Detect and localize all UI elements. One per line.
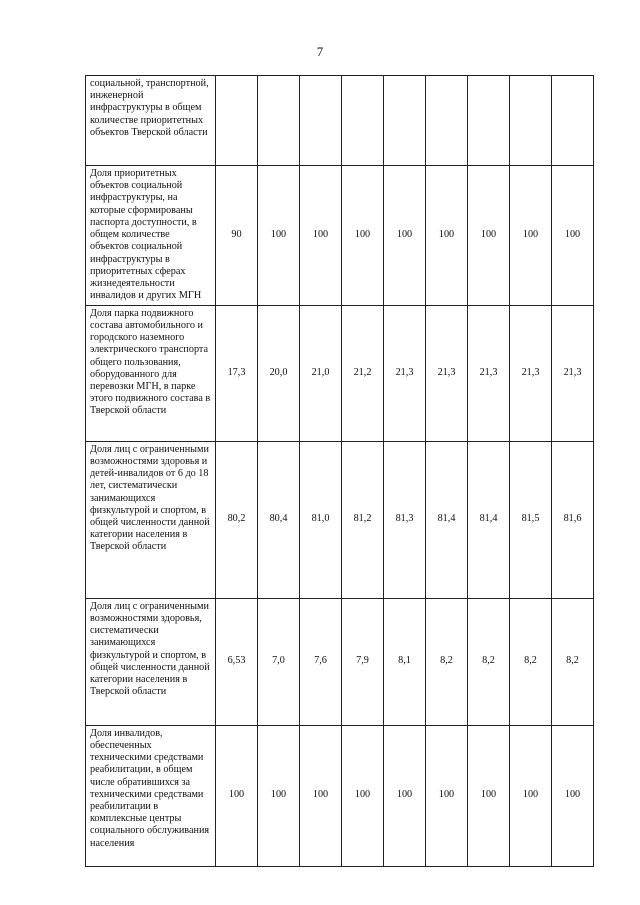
indicator-value: 100 [258,725,300,866]
indicator-value: 100 [216,725,258,866]
indicator-value: 21,3 [510,305,552,441]
indicator-name: Доля парка подвижного состава автомобильного и городского наземного электрического транспорта общего пользования, оборудованного для перевозки МГН, в парке этого подвижного состава в Тверской области [86,305,216,441]
indicator-value: 100 [300,166,342,306]
indicator-value [258,76,300,166]
indicator-value: 21,3 [384,305,426,441]
indicator-value: 21,0 [300,305,342,441]
indicator-value: 81,4 [426,441,468,598]
indicator-value [216,76,258,166]
indicator-value: 81,2 [342,441,384,598]
indicator-value: 100 [468,725,510,866]
table-row [86,166,594,306]
indicator-value [384,76,426,166]
indicator-value: 100 [426,166,468,306]
table-row [86,598,594,725]
indicators-table [85,75,594,867]
table-row [86,441,594,598]
indicator-value: 7,0 [258,598,300,725]
indicator-value [300,76,342,166]
indicator-value: 21,2 [342,305,384,441]
indicator-value: 21,3 [468,305,510,441]
indicator-value: 81,5 [510,441,552,598]
indicator-value [342,76,384,166]
indicator-value: 100 [342,166,384,306]
indicator-value: 90 [216,166,258,306]
indicator-value: 100 [426,725,468,866]
indicator-value: 21,3 [426,305,468,441]
indicator-value: 81,4 [468,441,510,598]
indicator-value: 81,3 [384,441,426,598]
indicator-value: 21,3 [552,305,594,441]
indicator-value: 100 [342,725,384,866]
indicator-name: Доля лиц с ограниченными возможностями здоровья, систематически занимающихся физкультурой и спортом, в общей численности данной категории населения в Тверской области [86,598,216,725]
page-number: 7 [316,44,324,59]
indicator-value: 7,9 [342,598,384,725]
indicator-value: 100 [510,166,552,306]
indicator-value: 100 [468,166,510,306]
indicator-name: социальной, транспортной, инженерной инфраструктуры в общем количестве приоритетных объектов Тверской области [86,76,216,166]
indicator-value: 8,2 [510,598,552,725]
indicator-value: 7,6 [300,598,342,725]
indicator-value: 8,1 [384,598,426,725]
indicator-value: 100 [510,725,552,866]
indicator-value: 8,2 [552,598,594,725]
indicator-value: 81,6 [552,441,594,598]
indicator-value: 6,53 [216,598,258,725]
indicator-value [426,76,468,166]
indicator-value: 8,2 [468,598,510,725]
table-row [86,725,594,866]
indicator-value: 100 [384,166,426,306]
indicator-value: 100 [384,725,426,866]
indicator-value: 100 [258,166,300,306]
indicator-value: 8,2 [426,598,468,725]
indicator-value: 100 [552,166,594,306]
indicator-value: 100 [300,725,342,866]
indicator-value: 80,4 [258,441,300,598]
table-row [86,76,594,166]
indicator-name: Доля инвалидов, обеспеченных техническими средствами реабилитации, в общем числе обратившихся за техническими средствами реабилитации в комплексные центры социального обслуживания населения [86,725,216,866]
indicator-value: 100 [552,725,594,866]
table-row [86,305,594,441]
table-body [86,76,594,867]
indicator-name: Доля приоритетных объектов социальной инфраструктуры, на которые сформированы паспорта доступности, в общем количестве объектов социальной инфраструктуры в приоритетных сферах жизнедеятельности инвалидов и других МГН [86,166,216,306]
indicator-value [552,76,594,166]
indicator-value [468,76,510,166]
indicator-value: 20,0 [258,305,300,441]
indicator-name: Доля лиц с ограниченными возможностями здоровья и детей-инвалидов от 6 до 18 лет, систематически занимающихся физкультурой и спортом, в общей численности данной категории населения в Тверской области [86,441,216,598]
indicator-value: 81,0 [300,441,342,598]
indicator-value: 17,3 [216,305,258,441]
indicator-value: 80,2 [216,441,258,598]
indicator-value [510,76,552,166]
